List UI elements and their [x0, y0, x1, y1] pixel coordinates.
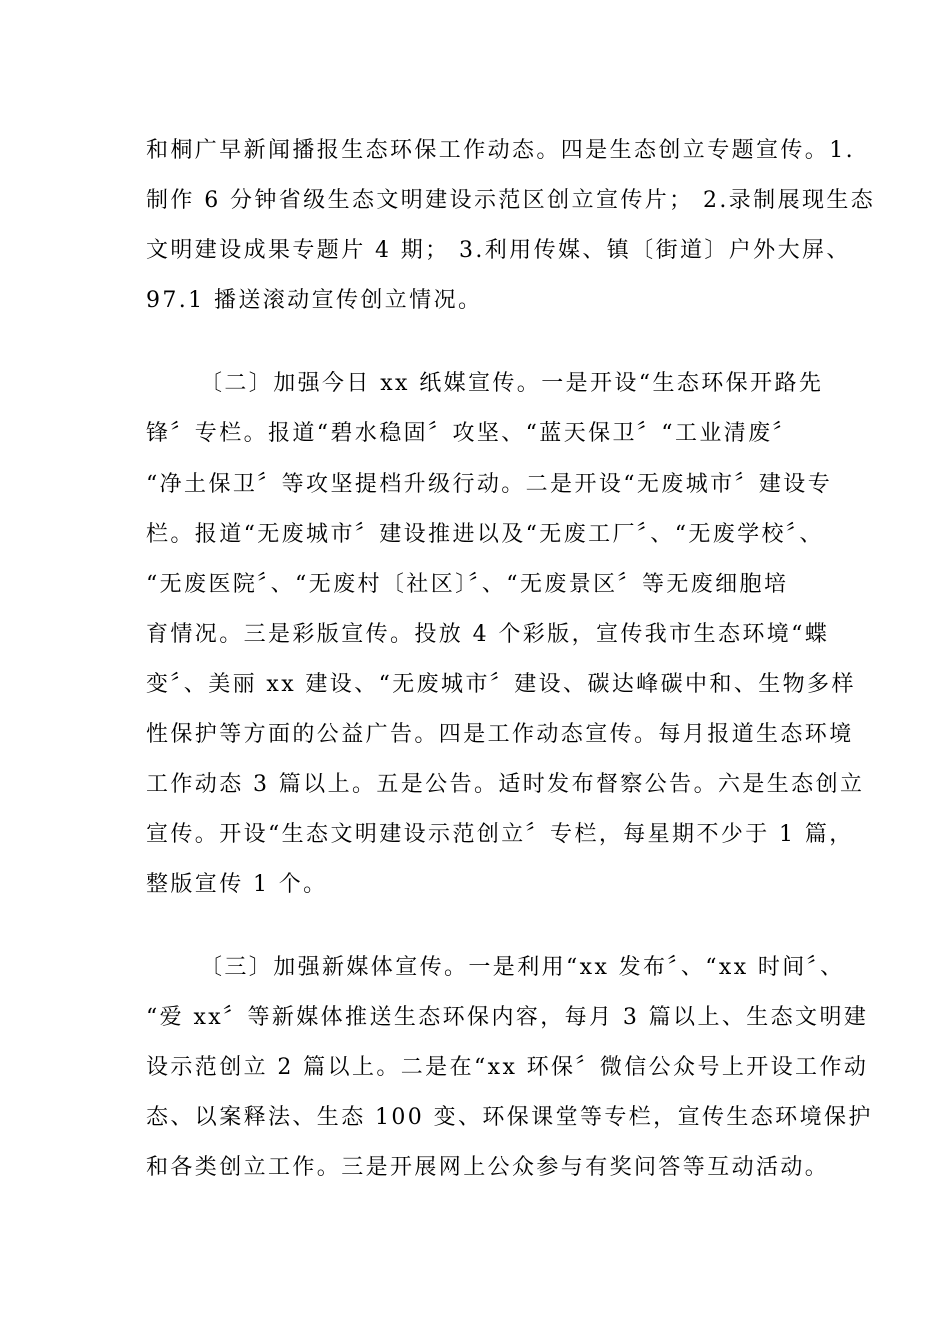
- paragraph-line: “净土保卫〞等攻坚提档升级行动。二是开设“无废城市〞建设专: [146, 472, 833, 497]
- paragraph-line: 文明建设成果专题片 4 期； 3.利用传媒、镇〔街道〕户外大屏、: [146, 238, 851, 263]
- paragraph-line: 〔三〕加强新媒体宣传。一是利用“xx 发布〞、“xx 时间〞、: [200, 955, 845, 980]
- paragraph-line: “无废医院〞、“无废村〔社区〕〞、“无废景区〞等无废细胞培: [146, 572, 789, 597]
- paragraph-line: 栏。报道“无废城市〞建设推进以及“无废工厂〞、“无废学校〞、: [146, 522, 824, 547]
- paragraph-line: 制作 6 分钟省级生态文明建设示范区创立宣传片； 2.录制展现生态: [146, 188, 876, 213]
- paragraph-line: 整版宣传 1 个。: [146, 872, 328, 897]
- paragraph-line: 97.1 播送滚动宣传创立情况。: [146, 288, 483, 313]
- paragraph-line: 锋〞专栏。报道“碧水稳固〞攻坚、“蓝天保卫〞“工业清废〞: [146, 421, 797, 446]
- paragraph-line: “爱 xx〞等新媒体推送生态环保内容，每月 3 篇以上、生态文明建: [146, 1005, 869, 1030]
- paragraph-line: 工作动态 3 篇以上。五是公告。适时发布督察公告。六是生态创立: [146, 772, 865, 797]
- paragraph-line: 〔二〕加强今日 xx 纸媒宣传。一是开设“生态环保开路先: [200, 371, 824, 396]
- paragraph-line: 设示范创立 2 篇以上。二是在“xx 环保〞微信公众号上开设工作动: [146, 1055, 869, 1080]
- paragraph-line: 性保护等方面的公益广告。四是工作动态宣传。每月报道生态环境: [146, 722, 854, 747]
- paragraph-line: 育情况。三是彩版宣传。投放 4 个彩版，宣传我市生态环境“蝶: [146, 622, 830, 647]
- paragraph-line: 态、以案释法、生态 100 变、环保课堂等专栏，宣传生态环境保护: [146, 1105, 873, 1130]
- paragraph-line: 和各类创立工作。三是开展网上公众参与有奖问答等互动活动。: [146, 1155, 830, 1180]
- paragraph-line: 宣传。开设“生态文明建设示范创立〞专栏，每星期不少于 1 篇，: [146, 822, 854, 847]
- paragraph-line: 变〞、美丽 xx 建设、“无废城市〞建设、碳达峰碳中和、生物多样: [146, 672, 856, 697]
- paragraph-line: 和桐广早新闻播报生态环保工作动态。四是生态创立专题宣传。1.: [146, 138, 855, 163]
